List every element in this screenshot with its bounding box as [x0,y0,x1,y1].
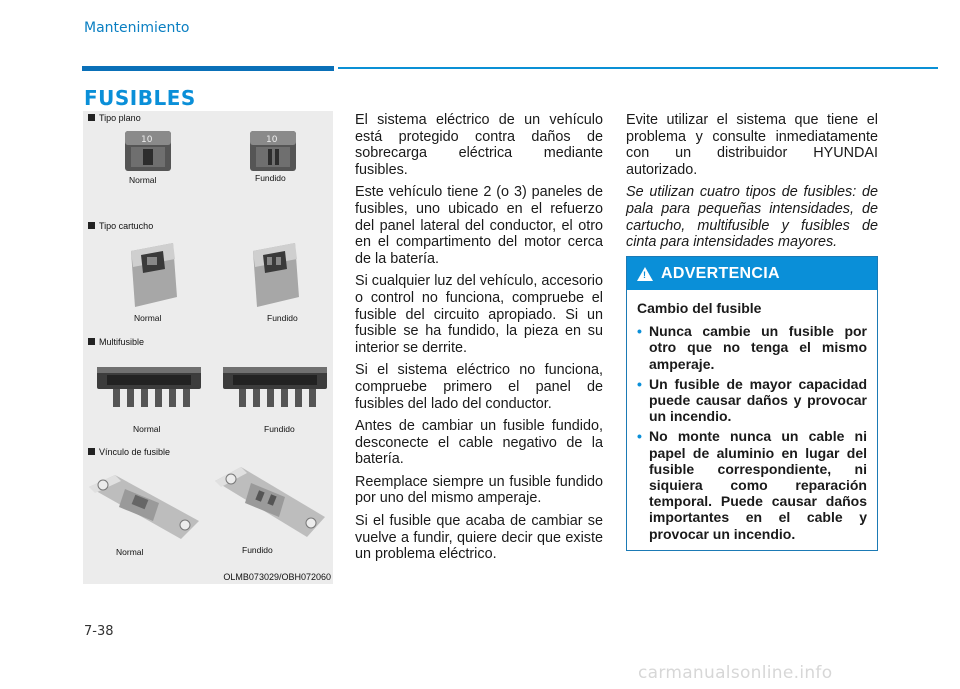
svg-text:10: 10 [266,135,278,145]
bullet-square-icon [88,448,95,455]
bullet-square-icon [88,114,95,121]
middle-column [355,112,603,569]
paragraph: Reemplace siempre un fusible fundido por uno del mismo amperaje. [355,473,603,507]
warning-item: • Un fusible de mayor capacidad puede causar daños y provocar un incendio. [637,376,867,425]
fuse-link-blown-caption: Fundido [242,545,273,555]
header-rule-light [338,67,938,69]
multifuse-normal-icon [93,361,205,413]
cartridge-fuse-blown-icon [245,239,303,311]
fuse-link-blown-icon [211,461,329,547]
flat-blown-caption: Fundido [255,173,286,183]
warning-header [627,257,877,290]
multifuse-blown-icon [219,361,331,413]
paragraph: Si el sistema eléctrico no funciona, compruebe primero el panel de fusibles del lado del conductor. [355,362,603,412]
paragraph: Este vehículo tiene 2 (o 3) paneles de fusibles, uno ubicado en el refuerzo del panel lateral del conductor, el otro en el compartimento del motor cerca de la batería. [355,184,603,267]
flat-fuse-normal-icon [123,129,173,173]
bullet-square-icon [88,338,95,345]
multifuse-normal-caption: Normal [133,424,161,434]
warning-body [627,290,877,542]
warning-subtitle: Cambio del fusible [637,300,762,316]
cartridge-fuse-normal-icon [123,239,181,311]
page-number: 7-38 [84,624,114,639]
paragraph: Evite utilizar el sistema que tiene el problema y consulte inmediatamente con un distribuidor HYUNDAI autorizado. [626,112,878,178]
multifuse-type-label: Multifusible [88,337,144,347]
cartridge-type-label: Tipo cartucho [88,221,153,231]
paragraph: El sistema eléctrico de un vehículo está protegido contra daños de sobrecarga eléctrica mediante fusibles. [355,112,603,178]
figure-code: OLMB073029/OBH072060 [223,572,331,582]
page-title: FUSIBLES [84,86,196,110]
paragraph-italic: Se utilizan cuatro tipos de fusibles: de pala para pequeñas intensidades, de cartucho, multifusible y fusibles de cinta para intensidades mayores. [626,184,878,251]
fuse-link-normal-caption: Normal [116,547,144,557]
header-rule-dark [82,66,334,71]
warning-item: • No monte nunca un cable ni papel de aluminio en lugar del fusible correspondiente, ni siquiera como reparación temporal. Puede causar daños importantes en el cable y provocar un incendio. [637,428,867,541]
warning-box [626,256,878,551]
warning-triangle-icon [637,267,653,281]
multifuse-blown-caption: Fundido [264,424,295,434]
paragraph: Antes de cambiar un fusible fundido, desconecte el cable negativo de la batería. [355,418,603,468]
flat-type-label: Tipo plano [88,113,141,123]
flat-fuse-blown-icon [248,129,298,173]
fuse-link-normal-icon [85,463,203,549]
svg-text:10: 10 [141,135,153,145]
fuse-link-type-label: Vínculo de fusible [88,447,170,457]
watermark: carmanualsonline.info [638,663,833,683]
right-column [626,112,878,257]
section-title: Mantenimiento [84,20,190,36]
bullet-square-icon [88,222,95,229]
paragraph: Si cualquier luz del vehículo, accesorio o control no funciona, compruebe el fusible del circuito apropiado. Si un fusible se ha fundido, la pieza en su interior se derrite. [355,273,603,356]
warning-item: • Nunca cambie un fusible por otro que no tenga el mismo amperaje. [637,323,867,372]
flat-normal-caption: Normal [129,175,157,185]
warning-title: ADVERTENCIA [661,264,780,282]
paragraph: Si el fusible que acaba de cambiar se vuelve a fundir, quiere decir que existe un problema eléctrico. [355,513,603,563]
warning-list [637,323,867,542]
cartridge-normal-caption: Normal [134,313,162,323]
cartridge-blown-caption: Fundido [267,313,298,323]
fuse-types-figure [83,111,333,584]
